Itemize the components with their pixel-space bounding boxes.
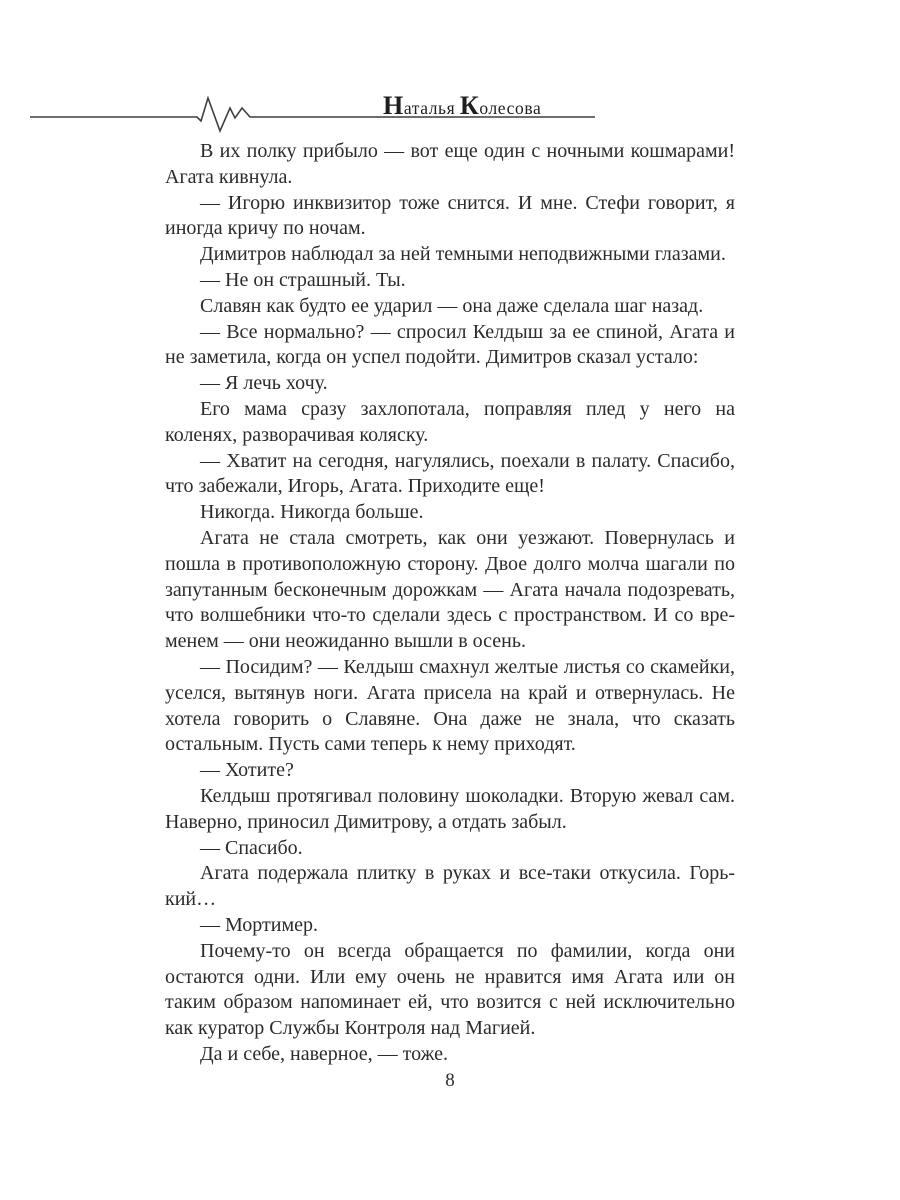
author-initial: Н xyxy=(383,91,404,120)
author-name-part: олесова xyxy=(479,98,542,118)
running-header xyxy=(30,85,595,135)
paragraph: — Не он страшный. Ты. xyxy=(200,268,406,291)
paragraph: — Хватит на сегодня, нагулялись, поехали в палату. Спасибо, что забежали, Игорь, Агата. Приходите еще! xyxy=(165,449,735,498)
paragraph: Его мама сразу захлопотала, поправляя плед у него на коленях, разворачивая коляску. xyxy=(165,397,735,446)
paragraph: Славян как будто ее ударил — она даже сделала шаг назад. xyxy=(200,294,704,317)
paragraph: Почему-то он всегда обращается по фамилии, когда они остаются одни. Или ему очень не нравится имя Агата или он таким образом напоминает ей, что возится с ней исключительно как куратор Службы Контроля над Магией. xyxy=(165,939,735,1040)
paragraph: Агата подержала плитку в руках и все-таки откусила. Горький… xyxy=(165,862,735,911)
paragraph: — Мортимер. xyxy=(200,913,318,936)
author-name xyxy=(383,93,541,119)
author-initial: К xyxy=(459,91,480,120)
paragraph: Димитров наблюдал за ней темными неподвижными глазами. xyxy=(200,243,726,266)
paragraph: — Посидим? — Келдыш смахнул желтые листья со скамейки, уселся, вытянув ноги. Агата присела на край и отвернулась. Не хотела говорить о Славяне. Она даже не знала, что сказать остальным. Пусть сами теперь к нему приходят. xyxy=(165,655,735,756)
paragraph: Келдыш протягивал половину шоколадки. Вторую жевал сам. Наверно, приносил Димитрову, а отдать забыл. xyxy=(165,784,735,833)
paragraph: — Хотите? xyxy=(200,759,294,782)
paragraph: — Все нормально? — спросил Келдыш за ее спиной, Агата и не заметила, когда он успел подойти. Димитров сказал устало: xyxy=(165,320,735,369)
page-number: 8 xyxy=(445,1070,455,1091)
paragraph: Агата не стала смотреть, как они уезжают. Повернулась и пошла в противоположную сторону. Двое долго молча шагали по запутанным бесконечным дорожкам — Агата начала подозревать, что волшебники что-то сделали здесь с пространством. И со временем — они неожиданно вышли в осень. xyxy=(165,526,735,653)
paragraph: — Спасибо. xyxy=(200,836,303,859)
author-name-part: аталья xyxy=(403,98,456,118)
paragraph: Никогда. Никогда больше. xyxy=(200,501,424,524)
body-text xyxy=(165,139,735,1068)
paragraph: — Игорю инквизитор тоже снится. И мне. Стефи говорит, я иногда кричу по ночам. xyxy=(165,191,735,240)
paragraph: Да и себе, наверное, — тоже. xyxy=(200,1042,449,1065)
paragraph: — Я лечь хочу. xyxy=(200,372,328,395)
paragraph: В их полку прибыло — вот еще один с ночными кошмарами! Агата кивнула. xyxy=(165,140,735,188)
